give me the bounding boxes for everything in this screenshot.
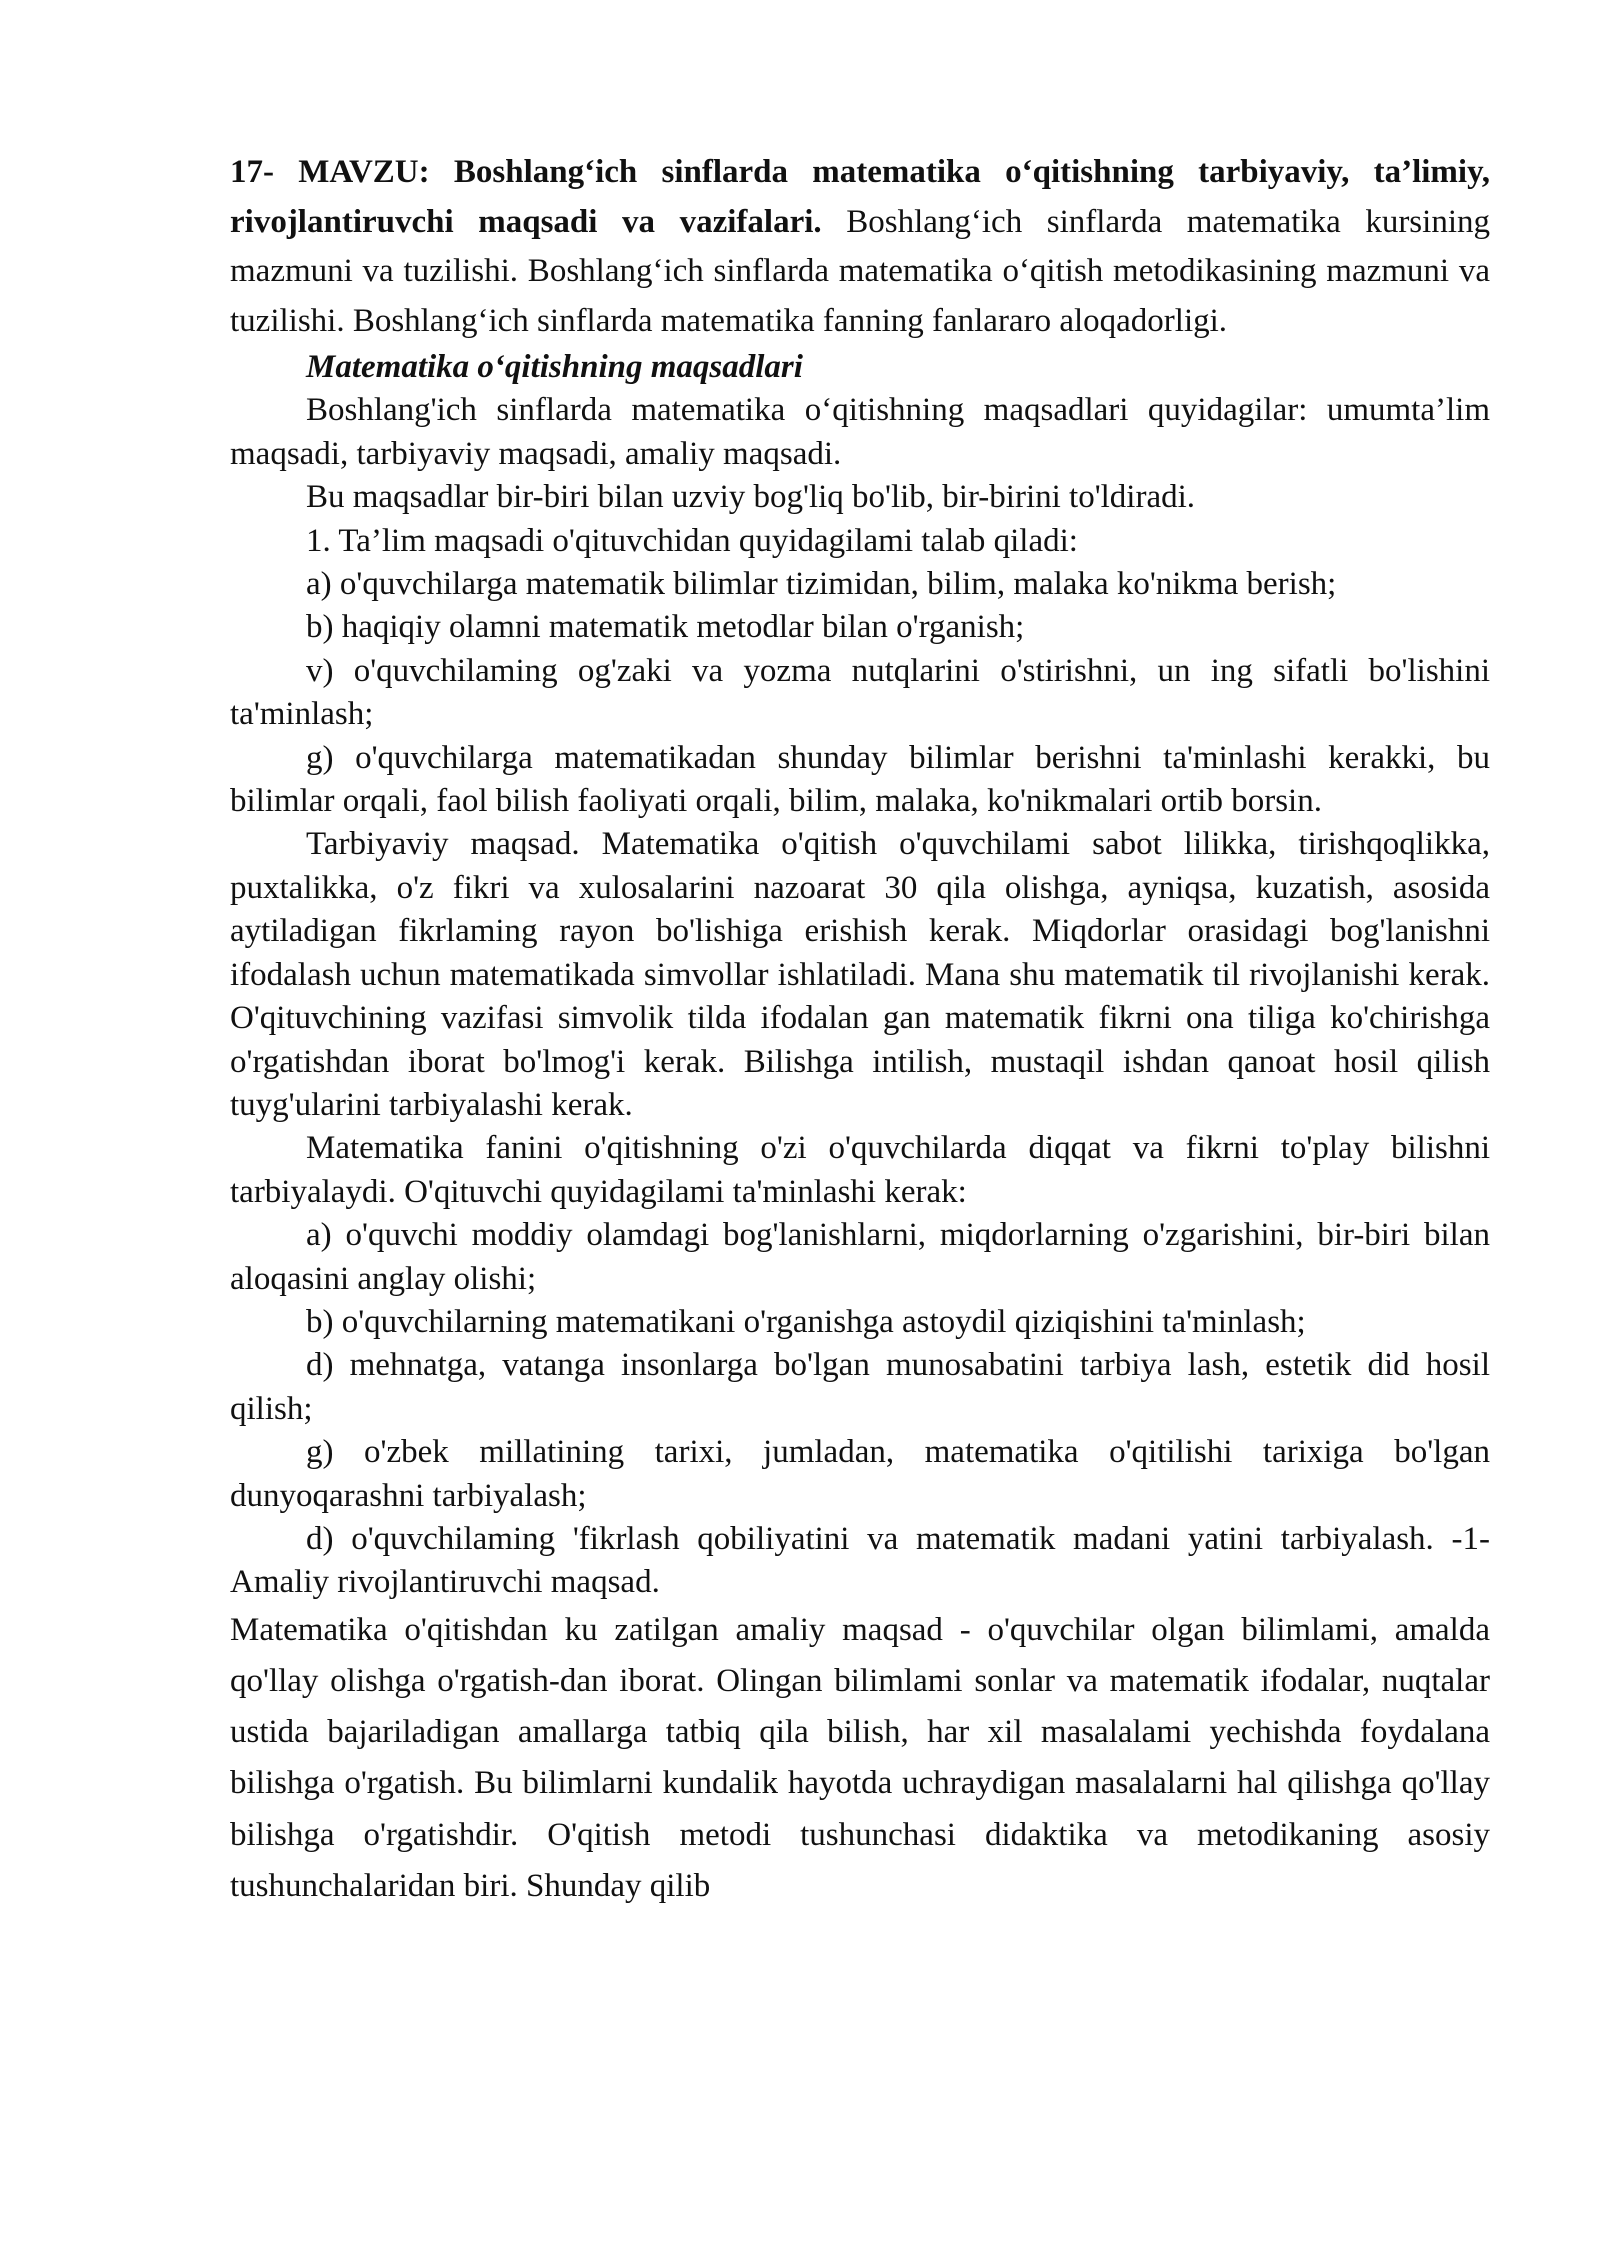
- list-item-v: v) o'quvchilaming og'zaki va yozma nutqlarini o'stirishni, un ing sifatli bo'lishini ta'minlash;: [230, 652, 1490, 733]
- topic-intro: [230, 148, 1490, 346]
- list-item-d: d) mehnatga, vatanga insonlarga bo'lgan munosabatini tarbiya lash, estetik did hosil qilish;: [230, 1347, 1490, 1427]
- section-heading: Matematika o‘qitishning maqsadlari: [306, 349, 803, 385]
- paragraph-practical-goal: Matematika o'qitishdan ku zatilgan amaliy maqsad - o'quvchilar olgan bilimlami, amalda qo'llay olishga o'rgatish-dan iborat. Olingan bilimlami sonlar va matematik ifodalar, nuqtalar ustida bajariladigan amallarga tatbiq qila bilish, har xil masalalami yechishda foydalana bilishga o'rgatish. Bu bilimlarni kundalik hayotda uchraydigan masalalarni hal qilishga qo'llay bilishga o'rgatishdir. O'qitish metodi tushunchasi didaktika va metodikaning asosiy tushunchalaridan biri. Shunday qilib: [230, 1611, 1490, 1904]
- document-page: [230, 148, 1490, 1912]
- list-item-b: b) haqiqiy olamni matematik metodlar bilan o'rganish;: [306, 609, 1025, 646]
- paragraph-goals: Boshlang'ich sinflarda matematika o‘qitishning maqsadlari quyidagilar: umumta’lim maqsadi, tarbiyaviy maqsadi, amaliy maqsadi.: [230, 392, 1490, 472]
- paragraph-attention: Matematika fanini o'qitishning o'zi o'quvchilarda diqqat va fikrni to'play bilishni tarbiyalaydi. O'qituvchi quyidagilami ta'minlashi kerak:: [230, 1130, 1490, 1210]
- list-item-d-2: d) o'quvchilaming 'fikrlash qobiliyatini va matematik madani yatini tarbiyalash. -1-Amaliy rivojlantiruvchi maqsad.: [230, 1520, 1490, 1601]
- list-item-g-2: g) o'zbek millatining tarixi, jumladan, matematika o'qitilishi tarixiga bo'lgan dunyoqarashni tarbiyalash;: [230, 1434, 1490, 1514]
- topic-title: 17- MAVZU: Boshlang‘ich sinflarda matematika o‘qitishning tarbiyaviy, ta’limiy, rivojlantiruvchi maqsadi va vazifalari.: [230, 154, 1490, 240]
- paragraph-upbringing-goal: Tarbiyaviy maqsad. Matematika o'qitish o'quvchilami sabot lilikka, tirishqoqlikka, puxtalikka, o'z fikri va xulosalarini nazoarat 30 qila olishga, ayniqsa, kuzatish, asosida aytiladigan fikrlaming rayon bo'lishiga erishish kerak. Miqdorlar orasidagi bog'lanishni ifodalash uchun matematikada simvollar ishlatiladi. Mana shu matematik til rivojlanishi kerak. O'qituvchining vazifasi simvolik tilda ifodalan gan matematik fikrni ona tiliga ko'chirishga o'rgatishdan iborat bo'lmog'i kerak. Bilishga intilish, mustaqil ishdan qanoat hosil qilish tuyg'ularini tarbiyalashi kerak.: [230, 826, 1490, 1123]
- list-item-a: a) o'quvchilarga matematik bilimlar tizimidan, bilim, malaka ko'nikma berish;: [306, 566, 1337, 603]
- list-item-g: g) o'quvchilarga matematikadan shunday bilimlar berishni ta'minlashi kerakki, bu bilimlar orqali, faol bilish faoliyati orqali, bilim, malaka, ko'nikmalari ortib borsin.: [230, 739, 1490, 820]
- paragraph-education-goal: 1. Ta’lim maqsadi o'qituvchidan quyidagilami talab qiladi:: [306, 522, 1078, 559]
- list-item-b-2: b) o'quvchilarning matematikani o'rganishga astoydil qiziqishini ta'minlash;: [306, 1303, 1306, 1340]
- paragraph-goals-linked: Bu maqsadlar bir-biri bilan uzviy bog'liq bo'lib, bir-birini to'ldiradi.: [306, 479, 1196, 516]
- list-item-a-2: a) o'quvchi moddiy olamdagi bog'lanishlarni, miqdorlarning o'zgarishini, bir-biri bilan aloqasini anglay olishi;: [230, 1217, 1490, 1297]
- topic-description: Boshlang‘ich sinflarda matematika kursining mazmuni va tuzilishi. Boshlang‘ich sinflarda matematika o‘qitish metodikasining mazmuni va tuzilishi. Boshlang‘ich sinflarda matematika fanning fanlararo aloqadorligi.: [230, 203, 1490, 339]
